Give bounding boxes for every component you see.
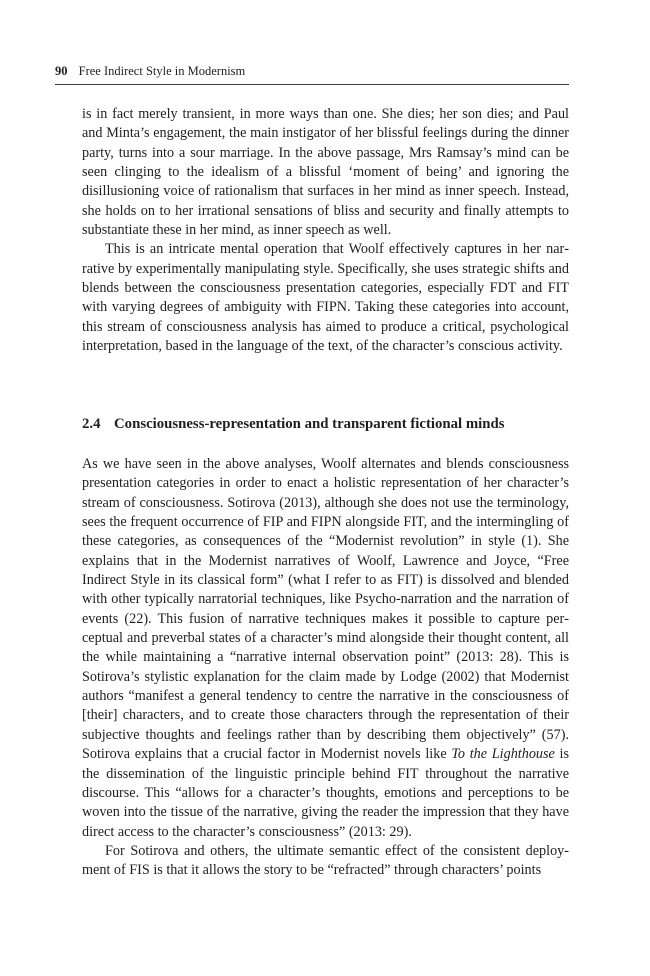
section-heading (82, 414, 569, 434)
section-title: Consciousness-representation and transparent fictional minds (114, 416, 505, 432)
running-header (55, 62, 569, 85)
paragraph-continued: is in fact merely transient, in more ways than one. She dies; her son dies; and Paul and Minta’s engagement, the main instigator of her blissful feelings during the dinner party, turns into a sour marriage. In the above passage, Mrs Ramsay’s mind can be seen clinging to the idealism of a blissful ‘moment of being’ and ignoring the disillusioning voice of rationalism that surfaces in her mind as inner speech. Instead, she holds on to her irrational sensations of bliss and security and finally attempts to substantiate these in her mind, as inner speech as well. (82, 106, 569, 239)
body-text-top (82, 105, 569, 356)
page-number: 90 (55, 64, 68, 78)
paragraph: This is an intricate mental operation that Woolf effectively captures in her narrative by experimentally manipulating style. Specifically, she uses strategic shifts and blends between the consciousness presentation categories, especially FDT and FIT with varying degrees of ambiguity with FIPN. Taking these categories into account, this stream of consciousness analysis has aimed to produce a critical, psychological interpretation, based in the language of the text, of the character’s conscious activity. (82, 241, 569, 355)
paragraph-text: is the dissemination of the linguistic principle behind FIT throughout the narrative discourse. This “allows for a character’s thoughts, emotions and perceptions to be woven into the tissue of the narrative, giving the reader the impression that they have direct access to the character’s consciousness” (2013: 29). (82, 746, 570, 840)
body-text-bottom (82, 455, 569, 881)
paragraph-text: As we have seen in the above analyses, Woolf alternates and blends consciousness presentation categories in order to enact a holistic representation of her character’s stream of consciousness. Sotirova (2013), although she does not use the terminology, sees the frequent occurrence of FIP and FIPN alongside FIT, and the intermingling of these categories, as consequences of the “Modernist revolution” in style (1). She explains that in the Modernist narratives of Woolf, Lawrence and Joyce, “Free Indirect Style in its classical form” (what I refer to as FIT) is dissolved and blended with other typically narratorial techniques, like Psycho-narration and the narration of events (22). This fusion of narrative techniques makes it possible to capture perceptual and preverbal states of a character’s mind alongside their thought content, all the while maintaining a “narrative internal observation point” (2013: 28). This is Sotirova’s stylistic explanation for the claim made by Lodge (2002) that Modernist authors “manifest a general tendency to centre the narrative in the consciousness of [their] characters, and to create those characters through the representation of their subjective thoughts and feelings rather than by describing them objectively” (57). Sotirova explains that a crucial factor in Modernist novels like (82, 456, 569, 763)
paragraph (82, 455, 569, 842)
section-number: 2.4 (82, 416, 101, 432)
book-title-italic: To the Lighthouse (451, 746, 555, 763)
paragraph: For Sotirova and others, the ultimate semantic effect of the consistent deployment of FIS is that it allows the story to be “refracted” through characters’ points (82, 842, 569, 879)
running-title: Free Indirect Style in Modernism (78, 64, 246, 78)
